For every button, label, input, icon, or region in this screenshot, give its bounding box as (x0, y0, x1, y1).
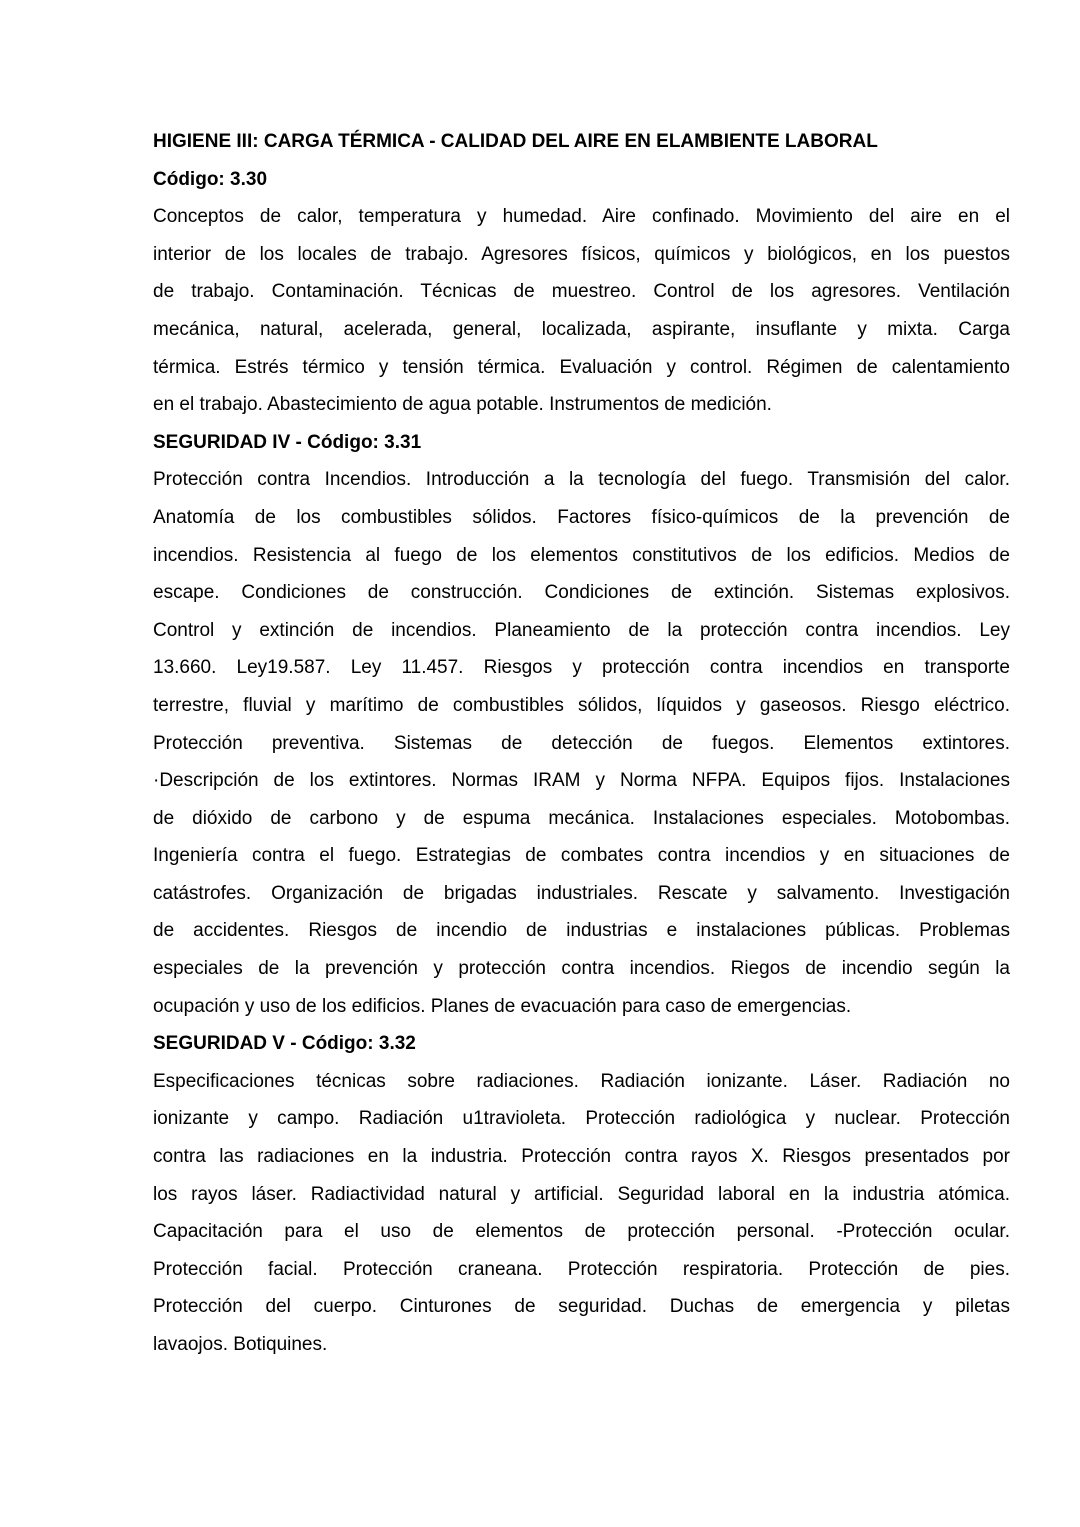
text-line: Control y extinción de incendios. Planeamiento de la protección contra incendios. Ley (153, 619, 1010, 641)
text-line: Protección del cuerpo. Cinturones de seguridad. Duchas de emergencia y piletas (153, 1296, 1010, 1318)
text-line: Protección preventiva. Sistemas de detección de fuegos. Elementos extintores. (153, 732, 1010, 754)
text-line: de dióxido de carbono y de espuma mecánica. Instalaciones especiales. Motobombas. (153, 807, 1010, 829)
course-title-seguridad-v: SEGURIDAD V - Código: 3.32 (153, 1033, 416, 1055)
text-line: interior de los locales de trabajo. Agresores físicos, químicos y biológicos, en los puestos (153, 243, 1010, 265)
text-line: Ingeniería contra el fuego. Estrategias de combates contra incendios y en situaciones de (153, 845, 1010, 867)
text-line: lavaojos. Botiquines. (153, 1334, 328, 1355)
course-title-seguridad-iv: SEGURIDAD IV - Código: 3.31 (153, 431, 422, 453)
text-line: contra las radiaciones en la industria. Protección contra rayos X. Riesgos presentados por (153, 1146, 1010, 1168)
text-line: Capacitación para el uso de elementos de protección personal. -Protección ocular. (153, 1221, 1010, 1243)
text-line: ocupación y uso de los edificios. Planes de evacuación para caso de emergencias. (153, 995, 852, 1017)
course-title-higiene-iii: HIGIENE III: CARGA TÉRMICA - CALIDAD DEL AIRE EN ELAMBIENTE LABORAL (153, 131, 878, 152)
text-line: térmica. Estrés térmico y tensión térmica. Evaluación y control. Régimen de calentamiento (153, 356, 1010, 378)
text-line: en el trabajo. Abastecimiento de agua potable. Instrumentos de medición. (153, 394, 772, 416)
course-description-seguridad-iv (153, 461, 1010, 1025)
text-line: Conceptos de calor, temperatura y humedad. Aire confinado. Movimiento del aire en el (153, 206, 1010, 228)
text-line: de trabajo. Contaminación. Técnicas de muestreo. Control de los agresores. Ventilación (153, 281, 1010, 303)
text-line: de accidentes. Riesgos de incendio de industrias e instalaciones públicas. Problemas (153, 920, 1010, 942)
text-line: mecánica, natural, acelerada, general, localizada, aspirante, insuflante y mixta. Carga (153, 318, 1010, 340)
course-description-higiene-iii (153, 198, 1010, 424)
text-line: Anatomía de los combustibles sólidos. Factores físico-químicos de la prevención de (153, 506, 1010, 528)
text-line: ·Descripción de los extintores. Normas IRAM y Norma NFPA. Equipos fijos. Instalaciones (153, 770, 1010, 792)
text-line: Especificaciones técnicas sobre radiaciones. Radiación ionizante. Láser. Radiación no (153, 1070, 1010, 1092)
text-line: escape. Condiciones de construcción. Condiciones de extinción. Sistemas explosivos. (153, 582, 1010, 604)
text-line: los rayos láser. Radiactividad natural y artificial. Seguridad laboral en la industria atómica. (153, 1183, 1010, 1205)
text-line: especiales de la prevención y protección contra incendios. Riegos de incendio según la (153, 958, 1010, 980)
course-code-3-30: Código: 3.30 (153, 168, 268, 190)
text-line: incendios. Resistencia al fuego de los elementos constitutivos de los edificios. Medios de (153, 544, 1010, 566)
text-line: ionizante y campo. Radiación u1travioleta. Protección radiológica y nuclear. Protección (153, 1108, 1010, 1130)
text-line: Protección facial. Protección craneana. Protección respiratoria. Protección de pies. (153, 1258, 1010, 1280)
text-line: 13.660. Ley19.587. Ley 11.457. Riesgos y protección contra incendios en transporte (153, 657, 1010, 679)
course-description-seguridad-v (153, 1063, 1010, 1364)
text-line: catástrofes. Organización de brigadas industriales. Rescate y salvamento. Investigación (153, 882, 1010, 904)
text-line: Protección contra Incendios. Introducción a la tecnología del fuego. Transmisión del calor. (153, 469, 1010, 491)
text-line: terrestre, fluvial y marítimo de combustibles sólidos, líquidos y gaseosos. Riesgo eléctrico. (153, 694, 1010, 716)
